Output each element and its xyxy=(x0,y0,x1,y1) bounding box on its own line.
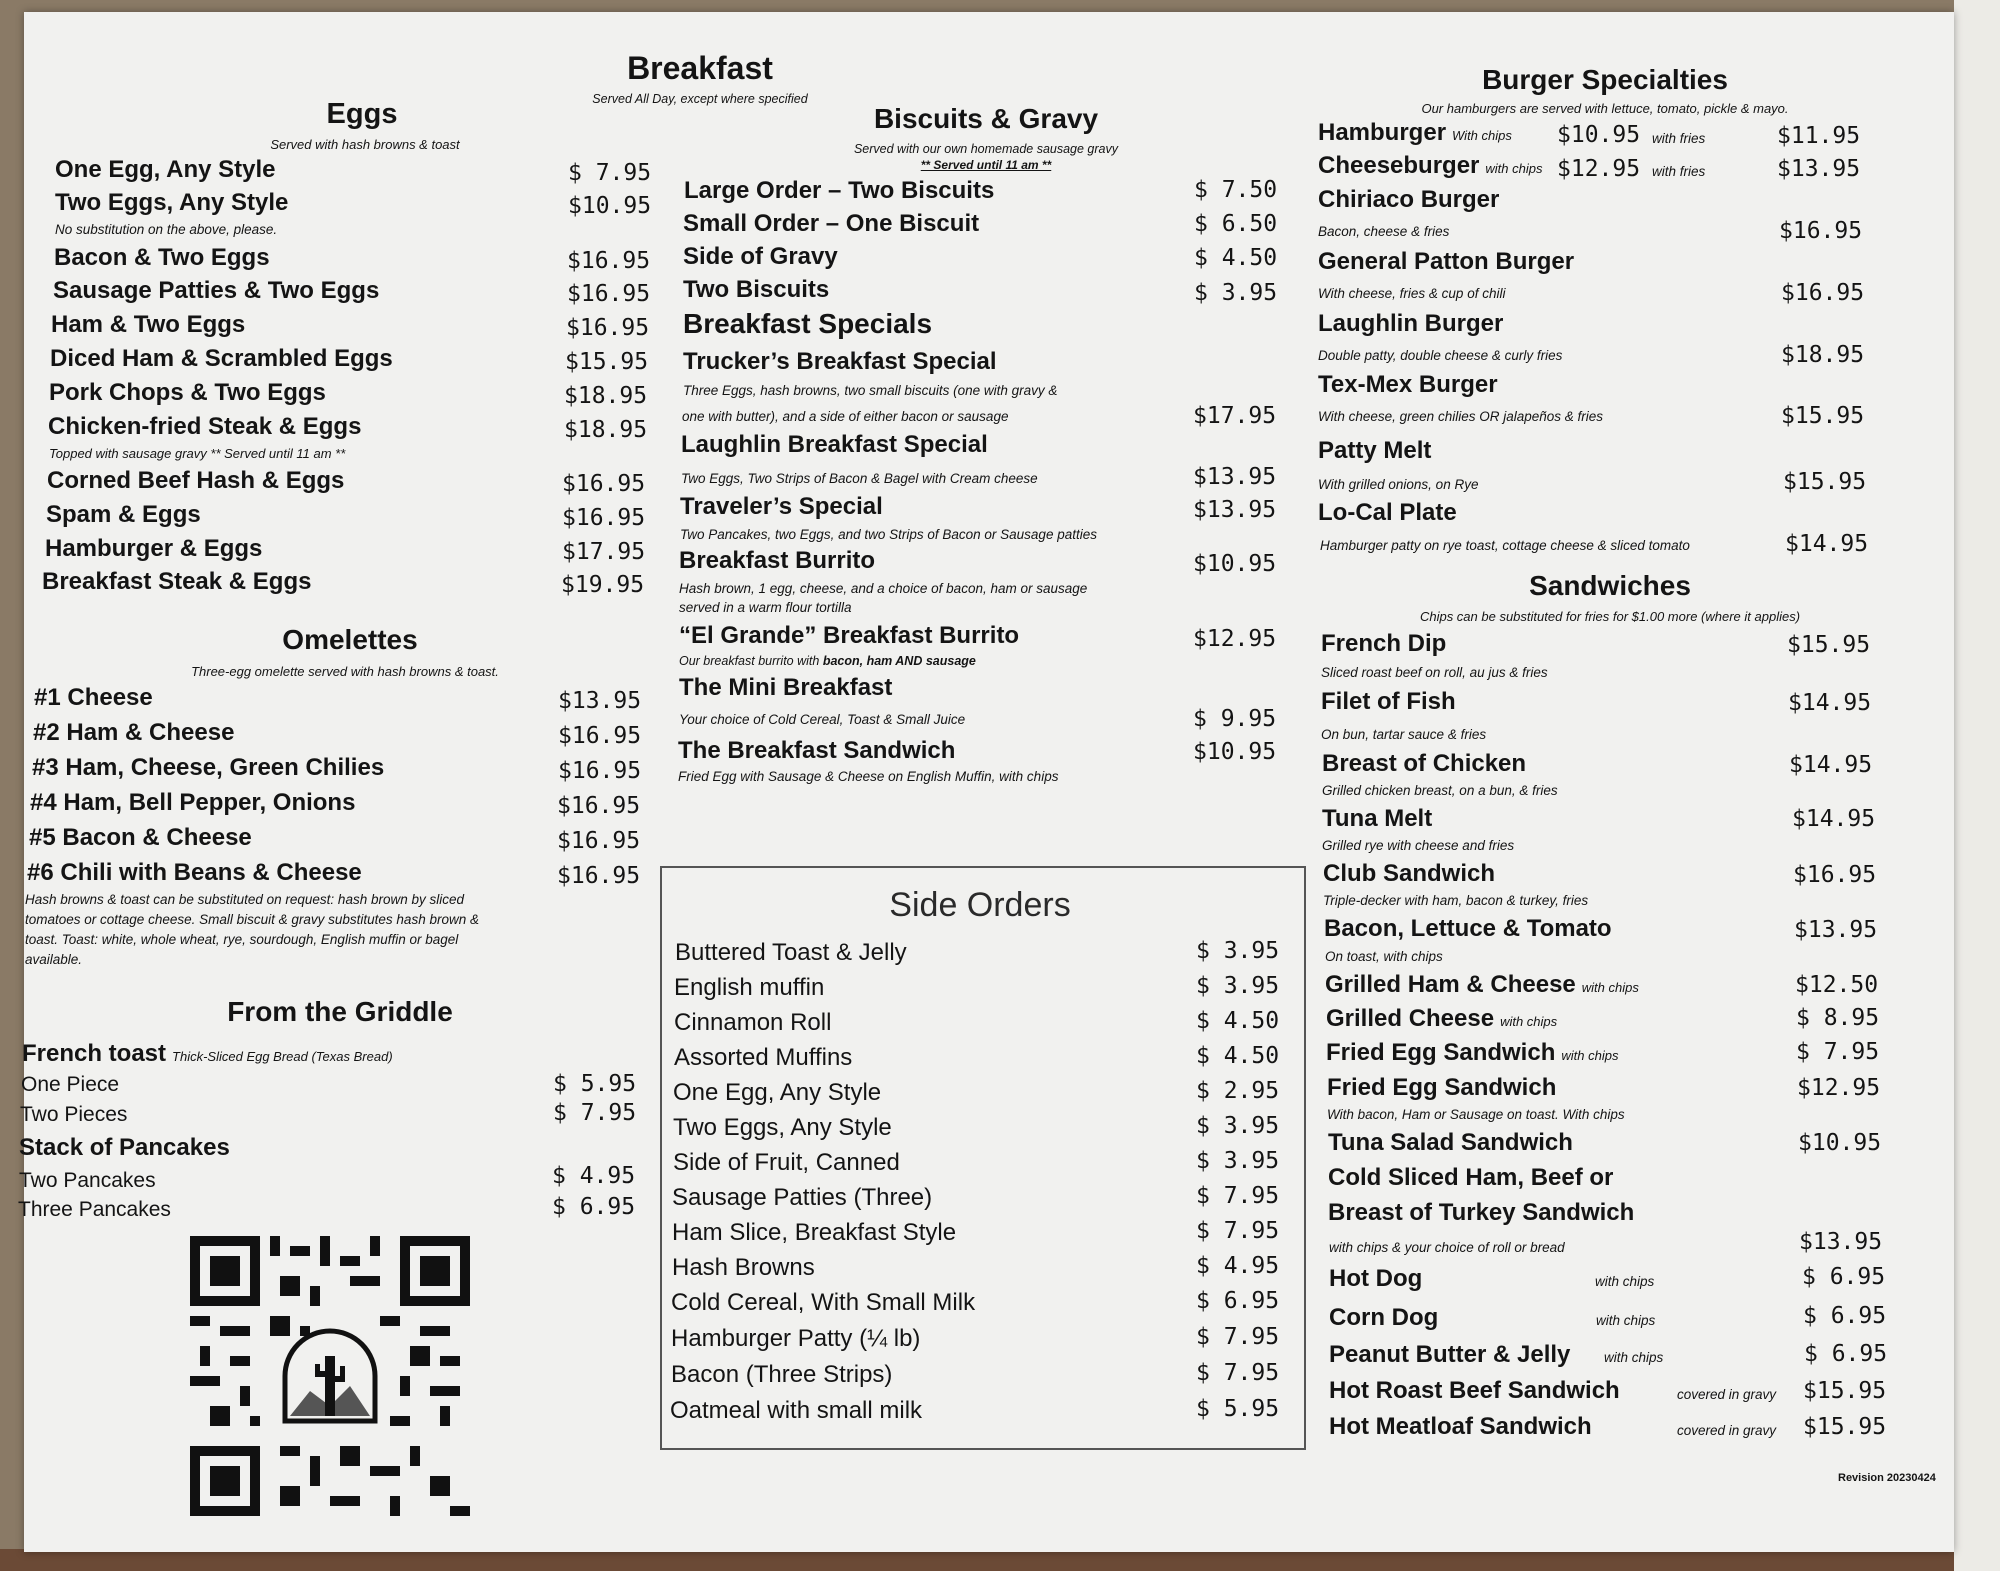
side-item-price: $ 5.95 xyxy=(1196,1396,1280,1422)
sandwich-item-desc: On toast, with chips xyxy=(1325,949,1443,964)
special-item-desc: Hash brown, 1 egg, cheese, and a choice of bacon, ham or sausage xyxy=(679,581,1088,596)
sandwich-item-price: $15.95 xyxy=(1787,632,1871,658)
hamburger-price-fries: $11.95 xyxy=(1777,123,1861,149)
sandwich-item-name: Peanut Butter & Jelly xyxy=(1329,1341,1571,1368)
omelette-item-price: $16.95 xyxy=(557,863,641,889)
burger-item-name: General Patton Burger xyxy=(1318,248,1575,275)
side-item-name: One Egg, Any Style xyxy=(673,1079,882,1106)
side-item-name: Two Eggs, Any Style xyxy=(673,1114,892,1141)
sandwich-name-text: Grilled Cheese xyxy=(1326,1005,1495,1032)
pancake-item-price: $ 4.95 xyxy=(552,1163,636,1189)
burger-item-name: Chiriaco Burger xyxy=(1318,186,1500,213)
side-item-name: Cold Cereal, With Small Milk xyxy=(671,1289,976,1316)
sandwich-item-desc: On bun, tartar sauce & fries xyxy=(1321,727,1487,742)
eggs-item-price: $18.95 xyxy=(564,417,648,443)
sandwich-item-name: Hot Roast Beef Sandwich xyxy=(1329,1377,1620,1404)
sandwich-item-price: $13.95 xyxy=(1794,917,1878,943)
omelettes-title: Omelettes xyxy=(282,624,418,655)
side-item-name: Sausage Patties (Three) xyxy=(672,1184,933,1211)
side-item-name: Side of Fruit, Canned xyxy=(673,1149,900,1176)
burger-item-price: $16.95 xyxy=(1779,218,1863,244)
hamburger-chips-label: With chips xyxy=(1452,128,1512,143)
sandwich-name-text: Fried Egg Sandwich xyxy=(1326,1039,1556,1066)
sandwich-item-price: $13.95 xyxy=(1799,1229,1883,1255)
burger-item-name: Patty Melt xyxy=(1318,437,1432,464)
biscuits-hours: ** Served until 11 am ** xyxy=(920,158,1052,172)
special-item-name: Trucker’s Breakfast Special xyxy=(683,348,997,375)
eggs-subtitle: Served with hash browns & toast xyxy=(270,137,460,152)
burger-item-name: Tex-Mex Burger xyxy=(1318,371,1498,398)
burger-item-desc: With cheese, green chilies OR jalapeños & fries xyxy=(1318,409,1604,424)
special-item-desc: Three Eggs, hash browns, two small biscuits (one with gravy & xyxy=(683,383,1058,398)
omelettes-substitution-note: Hash browns & toast can be substituted on request: hash brown by sliced tomatoes or cottage cheese. Small biscuit & gravy substitutes hash brown & toast. Toast: white, whole wheat, rye, sourdough, English muffin or bagel available. xyxy=(25,892,479,967)
omelette-item-price: $16.95 xyxy=(557,828,641,854)
burger-item-price: $18.95 xyxy=(1781,342,1865,368)
burger-item-name: Lo-Cal Plate xyxy=(1318,499,1457,526)
burger-item-price: $15.95 xyxy=(1783,469,1867,495)
eggs-item-name: One Egg, Any Style xyxy=(55,156,276,183)
pancake-item-name: Three Pancakes xyxy=(18,1198,171,1221)
sandwich-item-name: Tuna Salad Sandwich xyxy=(1328,1129,1573,1156)
sandwich-item-desc: Grilled chicken breast, on a bun, & fries xyxy=(1322,783,1558,798)
sandwich-inline-note: with chips xyxy=(1500,1014,1558,1029)
sandwich-item-price: $15.95 xyxy=(1803,1414,1887,1440)
omelette-item-name: #3 Ham, Cheese, Green Chilies xyxy=(32,754,385,781)
side-item-name: Cinnamon Roll xyxy=(674,1009,832,1036)
biscuit-item-name: Two Biscuits xyxy=(683,276,830,303)
eggs-title: Eggs xyxy=(326,98,398,130)
eggs-item-price: $ 7.95 xyxy=(568,160,652,186)
side-item-price: $ 3.95 xyxy=(1196,1148,1280,1174)
special-item-desc xyxy=(679,654,976,668)
pancake-item-price: $ 6.95 xyxy=(552,1194,636,1220)
special-item-price: $12.95 xyxy=(1193,626,1277,652)
eggs-item-note: Topped with sausage gravy ** Served until 11 am ** xyxy=(49,446,346,461)
sandwich-item-price: $14.95 xyxy=(1789,752,1873,778)
side-item-name: Hash Browns xyxy=(672,1254,815,1281)
eggs-item-name: Two Eggs, Any Style xyxy=(55,189,289,216)
side-item-price: $ 7.95 xyxy=(1196,1324,1280,1350)
revision-label: Revision 20230424 xyxy=(1838,1472,1936,1484)
special-item-name: Breakfast Burrito xyxy=(679,547,876,574)
eggs-item-name: Sausage Patties & Two Eggs xyxy=(53,277,380,304)
eggs-item-name: Corned Beef Hash & Eggs xyxy=(47,467,345,494)
sandwiches-subtitle: Chips can be substituted for fries for $1.00 more (where it applies) xyxy=(1419,609,1801,624)
sandwich-item-price: $12.50 xyxy=(1795,972,1879,998)
omelette-item-price: $13.95 xyxy=(558,688,642,714)
burger-item-desc: With cheese, fries & cup of chili xyxy=(1318,286,1506,301)
burger-item-price: $15.95 xyxy=(1781,403,1865,429)
omelette-item-price: $16.95 xyxy=(557,793,641,819)
sandwich-item-name: Hot Meatloaf Sandwich xyxy=(1329,1413,1592,1440)
eggs-item-price: $16.95 xyxy=(566,315,650,341)
eggs-item-name: Chicken-fried Steak & Eggs xyxy=(48,413,362,440)
special-item-price: $10.95 xyxy=(1193,739,1277,765)
biscuit-item-price: $ 3.95 xyxy=(1194,280,1278,306)
special-item-name: The Mini Breakfast xyxy=(679,674,893,701)
eggs-item-name: Pork Chops & Two Eggs xyxy=(49,379,326,406)
eggs-item-name: Bacon & Two Eggs xyxy=(54,244,270,271)
special-item-name: Laughlin Breakfast Special xyxy=(681,431,988,458)
side-item-price: $ 3.95 xyxy=(1196,938,1280,964)
sandwich-item-price: $10.95 xyxy=(1798,1130,1882,1156)
side-item-name: Assorted Muffins xyxy=(674,1044,853,1071)
burger-item-desc: Hamburger patty on rye toast, cottage cheese & sliced tomato xyxy=(1320,538,1690,553)
side-item-name: Buttered Toast & Jelly xyxy=(675,939,907,966)
special-item-desc: one with butter), and a side of either bacon or sausage xyxy=(682,409,1009,424)
biscuit-item-name: Small Order – One Biscuit xyxy=(683,210,980,237)
omelette-item-name: #2 Ham & Cheese xyxy=(33,719,235,746)
special-item-desc: served in a warm flour tortilla xyxy=(679,600,852,615)
sandwich-item-price: $ 7.95 xyxy=(1796,1039,1880,1065)
special-item-desc: Two Pancakes, two Eggs, and two Strips of Bacon or Sausage patties xyxy=(680,527,1097,542)
hamburger-name: Hamburger xyxy=(1318,119,1447,146)
cheeseburger-fries-label: with fries xyxy=(1652,164,1706,179)
sandwich-item-desc: Triple-decker with ham, bacon & turkey, fries xyxy=(1323,893,1589,908)
sandwich-item-name: French Dip xyxy=(1321,630,1447,657)
sandwich-item-price: $15.95 xyxy=(1803,1378,1887,1404)
special-item-price: $10.95 xyxy=(1193,551,1277,577)
side-item-price: $ 3.95 xyxy=(1196,1113,1280,1139)
eggs-item-price: $16.95 xyxy=(567,281,651,307)
eggs-item-price: $15.95 xyxy=(565,349,649,375)
sandwich-inline-note: with chips xyxy=(1581,980,1639,995)
sandwich-inline-note: with chips xyxy=(1595,1274,1655,1289)
side-item-name: Bacon (Three Strips) xyxy=(671,1361,893,1388)
sandwich-inline-note: covered in gravy xyxy=(1677,1387,1777,1402)
french-toast-item-name: One Piece xyxy=(21,1073,120,1096)
omelette-item-name: #5 Bacon & Cheese xyxy=(29,824,252,851)
side-item-name: English muffin xyxy=(674,974,825,1001)
sandwich-item-name: Filet of Fish xyxy=(1321,688,1456,715)
hamburger-price-chips: $10.95 xyxy=(1557,122,1641,148)
cheeseburger-row xyxy=(1318,152,1542,180)
sandwich-item-price: $ 6.95 xyxy=(1802,1264,1886,1290)
side-item-name: Hamburger Patty (¼ lb) xyxy=(671,1325,921,1352)
sandwich-item-price: $ 8.95 xyxy=(1796,1005,1880,1031)
sandwich-item-desc: Grilled rye with cheese and fries xyxy=(1322,838,1515,853)
biscuit-item-price: $ 7.50 xyxy=(1194,177,1278,203)
sandwich-item-price: $14.95 xyxy=(1788,690,1872,716)
sandwich-item-name xyxy=(1325,971,1639,999)
eggs-item-price: $19.95 xyxy=(561,572,645,598)
special-item-desc-bold: bacon, ham AND sausage xyxy=(822,654,976,668)
burger-item-name: Laughlin Burger xyxy=(1318,310,1504,337)
omelette-item-name: #6 Chili with Beans & Cheese xyxy=(27,859,362,886)
sandwich-item-price: $12.95 xyxy=(1797,1075,1881,1101)
side-item-price: $ 3.95 xyxy=(1196,973,1280,999)
eggs-item-name: Diced Ham & Scrambled Eggs xyxy=(50,345,393,372)
eggs-item-name: Spam & Eggs xyxy=(46,501,201,528)
sandwich-inline-note: with chips xyxy=(1596,1313,1656,1328)
special-item-name: “El Grande” Breakfast Burrito xyxy=(679,622,1020,649)
side-item-price: $ 7.95 xyxy=(1196,1218,1280,1244)
side-item-price: $ 7.95 xyxy=(1196,1183,1280,1209)
sandwiches-title: Sandwiches xyxy=(1529,570,1691,601)
eggs-item-price: $16.95 xyxy=(562,505,646,531)
french-toast-label: French toast xyxy=(22,1040,167,1067)
omelette-item-name: #1 Cheese xyxy=(34,684,153,711)
special-item-desc-text: Our breakfast burrito with xyxy=(679,654,823,668)
sandwich-item-desc: With bacon, Ham or Sausage on toast. With chips xyxy=(1327,1107,1625,1122)
omelettes-subtitle: Three-egg omelette served with hash browns & toast. xyxy=(191,664,499,679)
special-item-desc: Fried Egg with Sausage & Cheese on English Muffin, with chips xyxy=(678,769,1059,784)
special-item-name: Traveler’s Special xyxy=(680,493,883,520)
omelette-item-name: #4 Ham, Bell Pepper, Onions xyxy=(30,789,356,816)
side-item-price: $ 6.95 xyxy=(1196,1288,1280,1314)
biscuit-item-name: Large Order – Two Biscuits xyxy=(684,177,995,204)
burger-item-price: $14.95 xyxy=(1785,531,1869,557)
biscuits-subtitle: Served with our own homemade sausage gravy xyxy=(853,142,1119,156)
pancake-item-name: Two Pancakes xyxy=(19,1169,156,1192)
biscuits-title: Biscuits & Gravy xyxy=(873,103,1099,134)
sandwich-inline-note: with chips xyxy=(1561,1048,1619,1063)
sandwich-inline-note: with chips xyxy=(1604,1350,1664,1365)
eggs-item-price: $17.95 xyxy=(562,539,646,565)
cheeseburger-chips-label: with chips xyxy=(1485,161,1543,176)
special-item-price: $13.95 xyxy=(1193,497,1277,523)
eggs-item-price: $18.95 xyxy=(564,383,648,409)
special-item-price: $13.95 xyxy=(1193,464,1277,490)
biscuit-item-price: $ 4.50 xyxy=(1194,245,1278,271)
side-item-price: $ 4.50 xyxy=(1196,1008,1280,1034)
breakfast-subtitle: Served All Day, except where specified xyxy=(592,92,808,106)
french-toast-item-name: Two Pieces xyxy=(20,1103,128,1126)
french-toast-item-price: $ 7.95 xyxy=(553,1100,637,1126)
special-item-price: $17.95 xyxy=(1193,403,1277,429)
biscuit-item-price: $ 6.50 xyxy=(1194,211,1278,237)
carpet-background xyxy=(0,1549,2000,1571)
side-item-price: $ 4.50 xyxy=(1196,1043,1280,1069)
french-toast-heading xyxy=(22,1040,393,1068)
pancakes-heading: Stack of Pancakes xyxy=(19,1134,230,1161)
eggs-item-name: Hamburger & Eggs xyxy=(45,535,263,562)
sandwich-item-name xyxy=(1326,1039,1618,1067)
griddle-title: From the Griddle xyxy=(227,996,453,1027)
side-item-price: $ 7.95 xyxy=(1196,1360,1280,1386)
hamburger-row xyxy=(1318,119,1512,147)
burger-item-desc: Double patty, double cheese & curly fries xyxy=(1318,348,1563,363)
omelette-item-price: $16.95 xyxy=(558,723,642,749)
eggs-item-name: Ham & Two Eggs xyxy=(51,311,246,338)
eggs-item-price: $10.95 xyxy=(568,193,652,219)
sandwich-inline-note: covered in gravy xyxy=(1677,1423,1777,1438)
sandwich-item-name: Bacon, Lettuce & Tomato xyxy=(1324,915,1612,942)
qr-code xyxy=(190,1236,470,1516)
special-item-desc: Two Eggs, Two Strips of Bacon & Bagel with Cream cheese xyxy=(681,471,1038,486)
french-toast-desc: Thick-Sliced Egg Bread (Texas Bread) xyxy=(172,1049,393,1064)
special-item-price: $ 9.95 xyxy=(1193,706,1277,732)
eggs-item-note: No substitution on the above, please. xyxy=(55,222,278,237)
sandwich-item-name: Corn Dog xyxy=(1329,1304,1439,1331)
sandwich-item-name: Hot Dog xyxy=(1329,1265,1423,1292)
sandwich-item-price: $ 6.95 xyxy=(1804,1341,1888,1367)
special-item-name: The Breakfast Sandwich xyxy=(678,737,956,764)
burgers-subtitle: Our hamburgers are served with lettuce, tomato, pickle & mayo. xyxy=(1421,101,1789,116)
sandwich-item-price: $16.95 xyxy=(1793,862,1877,888)
special-item-desc: Your choice of Cold Cereal, Toast & Small Juice xyxy=(679,712,966,727)
hamburger-fries-label: with fries xyxy=(1652,131,1706,146)
sandwich-name-text: Grilled Ham & Cheese xyxy=(1325,971,1576,998)
sandwich-item-name: Breast of Chicken xyxy=(1322,750,1527,777)
sandwich-item-name: Tuna Melt xyxy=(1322,805,1433,832)
eggs-item-price: $16.95 xyxy=(562,471,646,497)
side-item-name: Oatmeal with small milk xyxy=(670,1397,923,1424)
cheeseburger-price-fries: $13.95 xyxy=(1777,156,1861,182)
sandwich-item-price: $14.95 xyxy=(1792,806,1876,832)
side-item-price: $ 2.95 xyxy=(1196,1078,1280,1104)
sandwich-item-desc: with chips & your choice of roll or bread xyxy=(1329,1240,1565,1255)
eggs-item-price: $16.95 xyxy=(567,248,651,274)
sandwich-item-desc: Sliced roast beef on roll, au jus & fries xyxy=(1321,665,1548,680)
burger-item-desc: Bacon, cheese & fries xyxy=(1318,224,1450,239)
sandwich-item-name: Fried Egg Sandwich xyxy=(1327,1074,1557,1101)
cheeseburger-name: Cheeseburger xyxy=(1318,152,1480,179)
sandwich-item-name-line2: Breast of Turkey Sandwich xyxy=(1328,1199,1635,1226)
burger-item-price: $16.95 xyxy=(1781,280,1865,306)
side-item-price: $ 4.95 xyxy=(1196,1253,1280,1279)
sandwich-item-name: Cold Sliced Ham, Beef or xyxy=(1328,1164,1614,1191)
eggs-item-name: Breakfast Steak & Eggs xyxy=(42,568,312,595)
breakfast-title: Breakfast xyxy=(627,50,773,86)
biscuit-item-name: Side of Gravy xyxy=(683,243,838,270)
omelette-item-price: $16.95 xyxy=(558,758,642,784)
sandwich-item-name: Club Sandwich xyxy=(1323,860,1496,887)
cheeseburger-price-chips: $12.95 xyxy=(1557,156,1641,182)
french-toast-item-price: $ 5.95 xyxy=(553,1071,637,1097)
burgers-title: Burger Specialties xyxy=(1482,64,1728,95)
neighboring-page-edge xyxy=(1954,0,2000,1571)
sandwich-item-name xyxy=(1326,1005,1557,1033)
side-item-name: Ham Slice, Breakfast Style xyxy=(672,1219,957,1246)
side-orders-title: Side Orders xyxy=(889,886,1071,924)
burger-item-desc: With grilled onions, on Rye xyxy=(1318,477,1479,492)
sandwich-item-price: $ 6.95 xyxy=(1803,1303,1887,1329)
specials-title: Breakfast Specials xyxy=(683,308,933,339)
